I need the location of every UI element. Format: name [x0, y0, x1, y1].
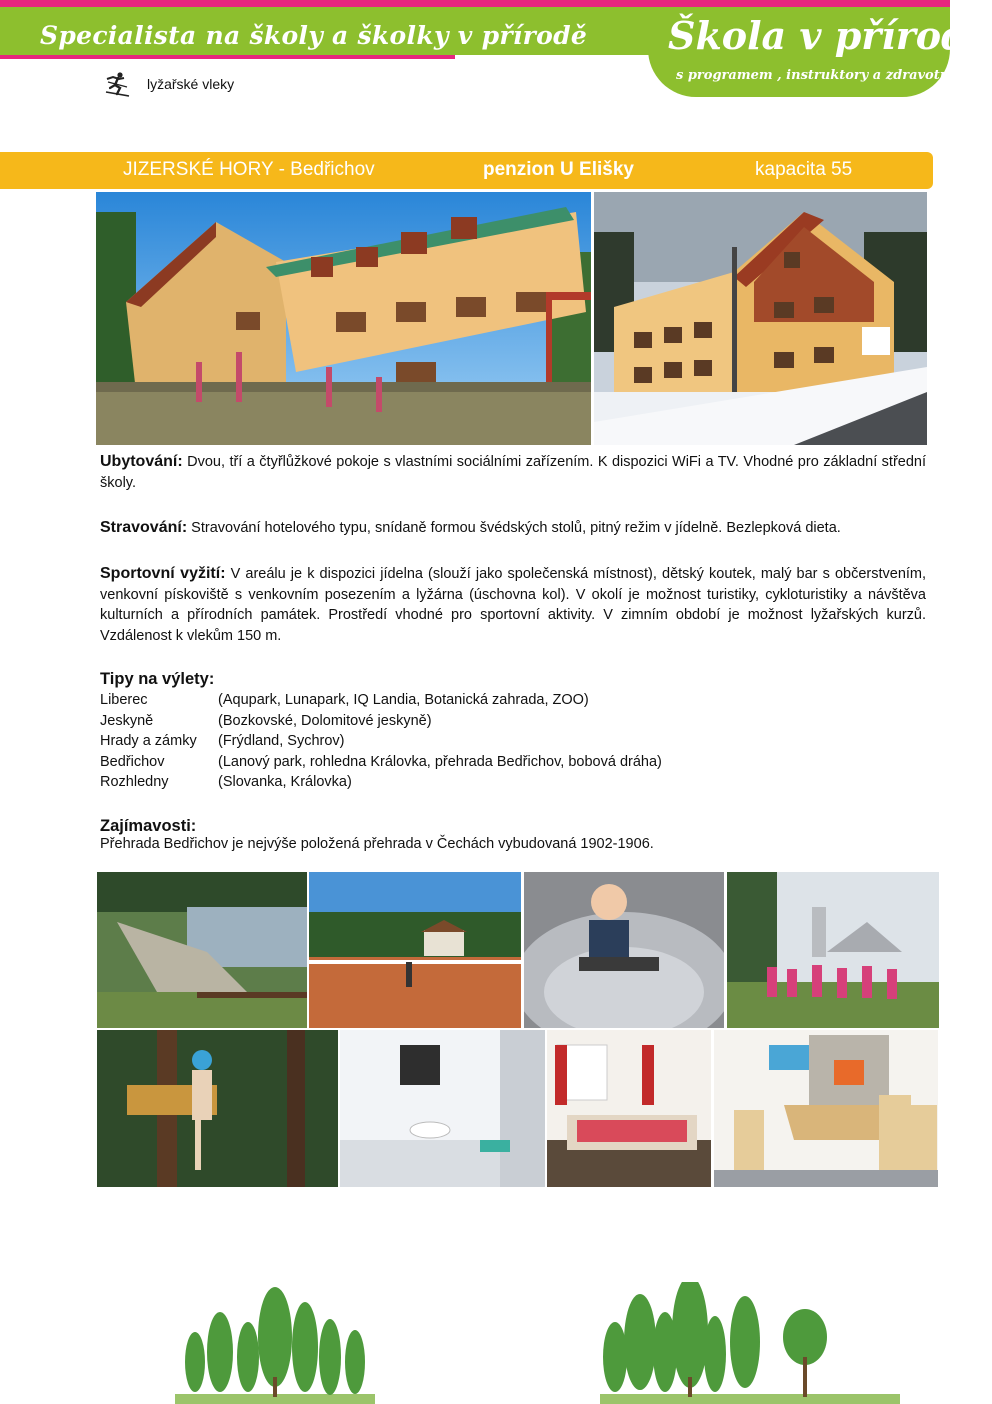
band-capacity: kapacita 55 [755, 159, 853, 180]
accommodation-label: Ubytování: [100, 453, 183, 470]
catering-label: Stravování: [100, 519, 188, 536]
accommodation-text: Dvou, tří a čtyřlůžkové pokoje s vlastními sociálními zařízením. K dispozici WiFi a TV. Vhodné pro základní střední školy. [100, 454, 926, 491]
gallery-photo-tennis [309, 872, 521, 1028]
logo-subtitle: s programem , instruktory a zdravotníkem [676, 68, 986, 83]
facts-heading: Zajímavosti: [100, 817, 197, 835]
trip-detail: (Slovanka, Královka) [218, 774, 352, 790]
trip-detail: (Lanový park, rohledna Královka, přehrada Bedřichov, bobová dráha) [218, 753, 662, 770]
trip-place: Bedřichov [100, 753, 165, 770]
photo-pension-winter [594, 192, 927, 445]
section-catering [100, 518, 926, 539]
trip-place: Liberec [100, 692, 148, 708]
list-item [100, 711, 662, 732]
gallery-photo-bathroom [340, 1030, 545, 1187]
band-region: JIZERSKÉ HORY - Bedřichov [123, 159, 375, 180]
gallery-photo-bobsled [524, 872, 724, 1028]
trips-list [100, 690, 662, 793]
list-item [100, 731, 662, 752]
header-slogan: Specialista na školy a školky v přírodě [40, 21, 588, 50]
skier-icon [103, 70, 131, 98]
gallery-photo-dining [714, 1030, 938, 1187]
trip-place: Jeskyně [100, 712, 154, 729]
brand-logo [648, 7, 992, 97]
title-band [0, 152, 933, 189]
list-item [100, 690, 662, 711]
gallery-photo-bedroom [547, 1030, 711, 1187]
trip-detail: (Frýdland, Sychrov) [218, 733, 345, 749]
header-top-stripe [0, 0, 950, 7]
photo-pension-summer [96, 192, 591, 445]
band-pension-name: penzion U Elišky [483, 159, 634, 180]
sports-text: V areálu je k dispozici jídelna (slouží jako společenská místnost), dětský koutek, malý bar s občerstvením, venkovní pískoviště s venkovním posezením a lyžárna (úschovna kol). V okolí je možnost turistiky, cykloturistiky a návštěva kulturních a přírodních památek. Prostředí vhodné pro sportovní aktivity. V zimním období je možnost lyžařských kurzů. Vzdálenost k vlekům 150 m. [100, 566, 927, 644]
trip-place: Hrady a zámky [100, 733, 197, 749]
gallery-photo-tower-group [727, 872, 939, 1028]
header-bar [0, 7, 710, 55]
list-item [100, 772, 662, 793]
section-accommodation [100, 452, 926, 493]
decorative-trees [0, 1282, 992, 1404]
catering-text: Stravování hotelového typu, snídaně formou švédských stolů, pitný režim v jídelně. Bezlepková dieta. [191, 520, 841, 536]
trip-detail: (Aqupark, Lunapark, IQ Landia, Botanická zahrada, ZOO) [218, 692, 589, 708]
amenity-label: lyžařské vleky [147, 76, 235, 92]
sports-label: Sportovní vyžití: [100, 565, 226, 582]
facts-text: Přehrada Bedřichov je nejvýše položená přehrada v Čechách vybudovaná 1902-1906. [100, 836, 654, 852]
gallery-photo-rope-park [97, 1030, 338, 1187]
trips-heading: Tipy na výlety: [100, 670, 215, 688]
logo-title: Škola v přírodě [668, 13, 992, 58]
gallery-photo-dam [97, 872, 307, 1028]
header-underline [0, 55, 455, 59]
trip-place: Rozhledny [100, 774, 169, 790]
amenity-ski-lifts [103, 70, 234, 98]
section-sports [100, 564, 926, 646]
list-item [100, 752, 662, 773]
trip-detail: (Bozkovské, Dolomitové jeskyně) [218, 712, 432, 729]
